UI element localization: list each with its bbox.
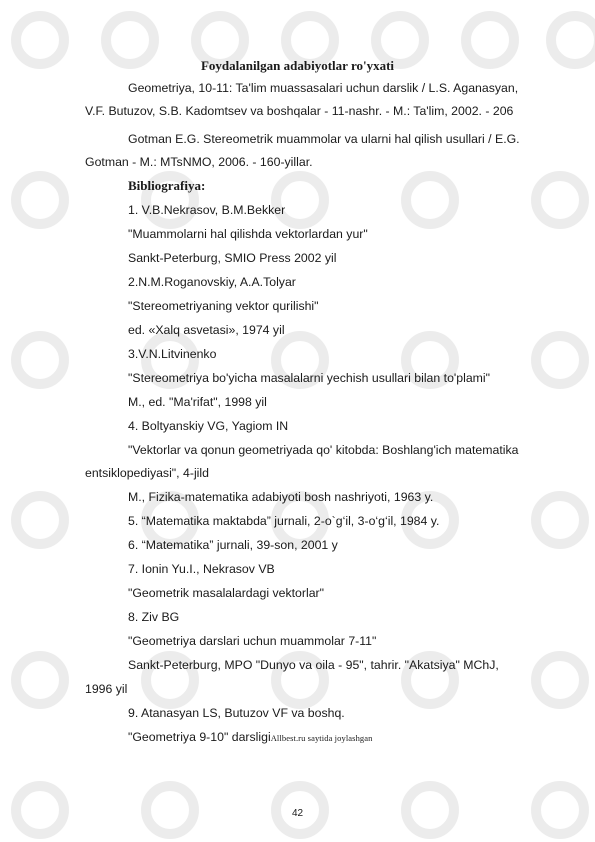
reference-line: "Stereometriyaning vektor qurilishi" xyxy=(128,299,319,313)
reference-line: 6. “Matematika” jurnali, 39-son, 2001 y xyxy=(128,538,338,552)
reference-line: Geometriya, 10-11: Ta'lim muassasalari uchun darslik / L.S. Aganasyan, xyxy=(128,81,519,95)
reference-line: "Geometrik masalalardagi vektorlar" xyxy=(128,586,324,600)
reference-line: 3.V.N.Litvinenko xyxy=(128,347,217,361)
bibliography-heading: Bibliografiya: xyxy=(128,178,206,193)
reference-line: 9. Atanasyan LS, Butuzov VF va boshq. xyxy=(128,706,345,720)
reference-text: "Geometriya 9-10" darsligi xyxy=(128,730,271,744)
page-number: 42 xyxy=(291,808,304,819)
reference-line: "Geometriya darslari uchun muammolar 7-11" xyxy=(128,634,377,648)
reference-line: Gotman - M.: MTsNMO, 2006. - 160-yillar. xyxy=(85,155,313,169)
reference-line: 8. Ziv BG xyxy=(128,610,180,624)
reference-line: 1. V.B.Nekrasov, B.M.Bekker xyxy=(128,203,286,217)
reference-line xyxy=(128,728,373,747)
reference-line: Sankt-Peterburg, MPO "Dunyo va oila - 95", tahrir. "Akatsiya" MChJ, xyxy=(128,658,499,672)
reference-line: Gotman E.G. Stereometrik muammolar va ularni hal qilish usullari / E.G. xyxy=(128,132,520,146)
reference-line: 5. “Matematika maktabda” jurnali, 2-o`g‘il, 3-o‘g‘il, 1984 y. xyxy=(128,514,440,528)
reference-line: 7. Ionin Yu.I., Nekrasov VB xyxy=(128,562,275,576)
page-title: Foydalanilgan adabiyotlar ro'yxati xyxy=(200,58,395,73)
reference-line: V.F. Butuzov, S.B. Kadomtsev va boshqalar - 11-nashr. - M.: Ta'lim, 2002. - 206 xyxy=(85,104,514,118)
reference-line: 1996 yil xyxy=(85,682,128,696)
reference-line: "Vektorlar va qonun geometriyada qo' kitobda: Boshlang'ich matematika xyxy=(128,443,519,457)
reference-line: 2.N.M.Roganovskiy, A.A.Tolyar xyxy=(128,275,296,289)
reference-line: ed. «Xalq asvetasi», 1974 yil xyxy=(128,323,285,337)
reference-line: 4. Boltyanskiy VG, Yagiom IN xyxy=(128,419,289,433)
reference-line: M., Fizika-matematika adabiyoti bosh nashriyoti, 1963 y. xyxy=(128,490,434,504)
reference-line: "Muammolarni hal qilishda vektorlardan yur" xyxy=(128,227,368,241)
reference-line: "Stereometriya bo'yicha masalalarni yechish usullari bilan to'plami" xyxy=(128,371,491,385)
reference-line: entsiklopediyasi", 4-jild xyxy=(85,466,209,480)
source-stamp: Allbest.ru saytida joylashgan xyxy=(270,733,373,743)
reference-line: M., ed. "Ma'rifat", 1998 yil xyxy=(128,395,267,409)
reference-line: Sankt-Peterburg, SMIO Press 2002 yil xyxy=(128,251,337,265)
